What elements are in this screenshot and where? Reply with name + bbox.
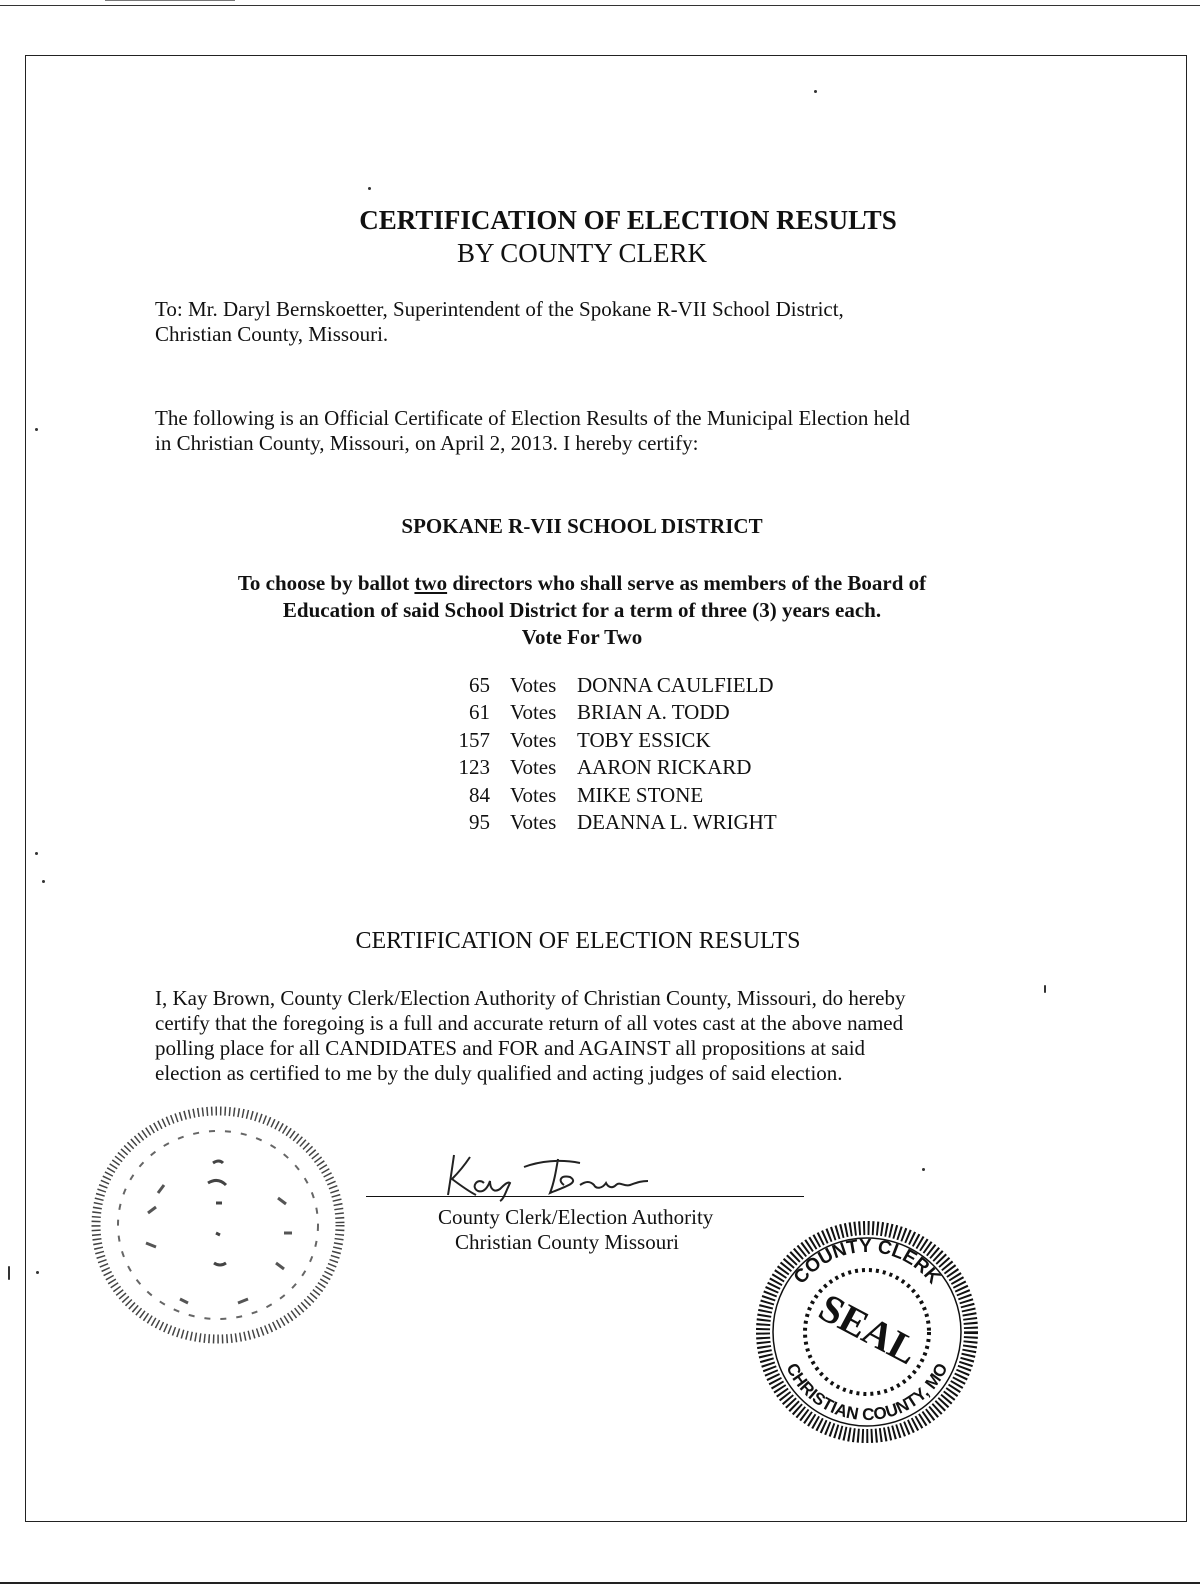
instruction-line-1 [0,570,1164,597]
seal-top-text: COUNTY CLERK [789,1235,945,1289]
scan-speck [368,187,371,190]
addressee-line: Christian County, Missouri. [155,322,389,346]
seal-bottom-text: CHRISTIAN COUNTY, MO [782,1360,952,1425]
intro-line: The following is an Official Certificate of Election Results of the Municipal Election held [155,406,910,430]
candidate-name: DEANNA L. WRIGHT [577,809,777,834]
vote-count: 61 [469,700,490,725]
vote-count: 157 [458,727,490,752]
signature-line [366,1196,804,1197]
instruction-suffix: directors who shall serve as members of the Board of [447,571,927,595]
vote-count: 95 [469,809,490,834]
addressee [155,297,1055,347]
instruction-line-2: Education of said School District for a term of three (3) years each. [282,598,882,622]
vote-unit: Votes [510,727,557,752]
candidate-name: TOBY ESSICK [577,727,711,752]
result-row [420,728,777,755]
scan-speck [8,1266,10,1280]
signer-title: County Clerk/Election Authority [438,1205,714,1229]
embossed-seal [88,1103,348,1348]
scan-speck [814,90,817,93]
document-subtitle: BY COUNTY CLERK [456,238,707,268]
attestation-line: I, Kay Brown, County Clerk/Election Authority of Christian County, Missouri, do hereby [155,986,906,1010]
intro-line: in Christian County, Missouri, on April 2, 2013. I hereby certify: [155,431,699,455]
attestation-paragraph [155,986,1055,1086]
scan-speck [35,428,38,431]
candidate-name: DONNA CAULFIELD [577,673,774,697]
result-row [420,673,777,700]
scan-speck [1044,985,1046,993]
seal-center-text: SEAL [811,1284,926,1374]
result-row [420,783,777,810]
ballot-instruction [0,570,1164,651]
scan-speck [42,880,45,883]
vote-unit: Votes [510,673,557,697]
document-title: CERTIFICATION OF ELECTION RESULTS [359,205,897,235]
instruction-underlined: two [414,571,448,595]
bottom-rule [0,1582,1200,1584]
vote-unit: Votes [510,755,557,780]
vote-unit: Votes [510,782,557,807]
vote-count: 84 [469,782,490,807]
result-row [420,810,777,837]
vote-count: 65 [469,673,490,697]
result-row [420,700,777,727]
candidate-name: BRIAN A. TODD [577,700,730,725]
top-rule [0,5,1200,6]
attestation-line: election as certified to me by the duly qualified and acting judges of said election. [155,1061,843,1085]
district-heading: SPOKANE R-VII SCHOOL DISTRICT [401,514,763,538]
attestation-line: polling place for all CANDIDATES and FOR and AGAINST all propositions at said [155,1036,866,1060]
county-clerk-seal [755,1220,980,1445]
candidate-name: MIKE STONE [577,782,704,807]
results-list [420,673,777,837]
attestation-line: certify that the foregoing is a full and accurate return of all votes cast at the above named [155,1011,904,1035]
vote-for: Vote For Two [521,625,643,649]
instruction-prefix: To choose by ballot [237,571,415,595]
scan-speck [36,1271,39,1274]
result-row [420,755,777,782]
addressee-line: To: Mr. Daryl Bernskoetter, Superintendent of the Spokane R-VII School District, [155,297,844,321]
candidate-name: AARON RICKARD [577,755,752,780]
scan-speck [922,1168,925,1171]
signer-county: Christian County Missouri [455,1230,680,1254]
vote-unit: Votes [510,809,557,834]
vote-count: 123 [458,755,490,780]
handwritten-signature [440,1147,690,1202]
scan-speck [35,852,38,855]
intro-paragraph [155,406,1055,456]
vote-unit: Votes [510,700,557,725]
certification-heading: CERTIFICATION OF ELECTION RESULTS [355,928,801,954]
